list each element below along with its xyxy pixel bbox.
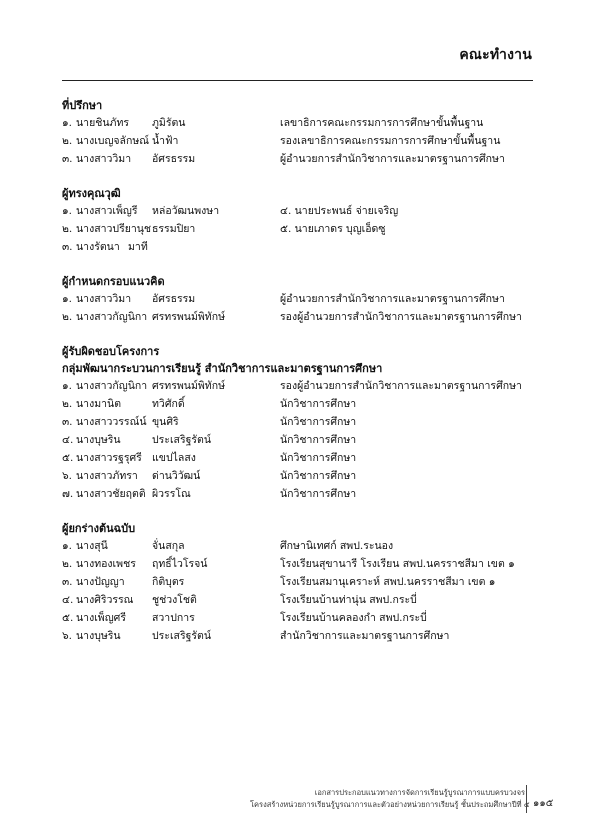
item-surname: หล่อวัฒนพงษา [152,205,220,217]
item-surname: ประเสริฐรัตน์ [152,434,212,446]
item-name: นางสาวรฐรุศรี [76,452,142,464]
item-role: นักวิชาการศึกษา [280,434,357,446]
item-name: นางบุษริน [76,630,121,642]
item-role: ๔. นายประพนธ์ จ่ายเจริญ [280,205,399,217]
list-item [62,202,536,220]
item-surname: ศรทรพนม์พิทักษ์ [152,380,226,392]
item-name: นางทองเพชร [76,558,136,570]
list-item [62,449,536,467]
item-number: ๔. [62,594,74,606]
item-surname: ขุนศิริ [152,416,179,428]
item-name: นางศิริวรรณ [76,594,134,606]
item-name: นางสาววิมา [76,293,132,305]
item-name: นางสาวเพ็ญรี [76,205,138,217]
section-title: ผู้ทรงคุณวุฒิ [62,187,121,200]
list-item [62,150,536,168]
page-footer [250,787,530,813]
item-role: นักวิชาการศึกษา [280,416,357,428]
item-role: รองผู้อำนวยการสำนักวิชาการและมาตรฐานการศึกษา [280,380,522,392]
item-surname: น้ำฟ้า [152,135,179,147]
item-role: นักวิชาการศึกษา [280,398,357,410]
page-number: ๑๑๕ [533,798,554,809]
item-role: นักวิชาการศึกษา [280,452,357,464]
section-title: ผู้กำหนดกรอบแนวคิด [62,275,165,288]
list-item [62,591,536,609]
item-role: โรงเรียนสมานุเคราะห์ สพป.นครราชสีมา เขต ๑ [280,576,496,588]
footer-document-title: เอกสารประกอบแนวทางการจัดการเรียนรู้บูรณาการแบบครบวงจร [314,788,525,797]
item-surname: กิติบุตร [152,576,185,588]
item-role: โรงเรียนบ้านท่านุ่น สพป.กระบี่ [280,594,417,606]
list-item [62,537,536,555]
item-number: ๒. [62,135,73,147]
item-name: นางสาวกัญนิกา [76,311,148,323]
list-item [62,555,536,573]
item-role: ผู้อำนวยการสำนักวิชาการและมาตรฐานการศึกษา [280,153,505,165]
item-number: ๓. [62,241,73,253]
list-item [62,627,536,645]
list-item [62,485,536,503]
header-divider [62,80,533,81]
list-item [62,290,536,308]
item-name: นางสาววิมา [76,153,132,165]
item-number: ๓. [62,576,73,588]
item-role: ผู้อำนวยการสำนักวิชาการและมาตรฐานการศึกษา [280,293,505,305]
item-number: ๑. [62,117,73,129]
item-name: นายชินภัทร [76,117,130,129]
section-title: ที่ปรึกษา [62,99,103,112]
list-item [62,467,536,485]
list-item [62,395,536,413]
item-role: โรงเรียนสุขานารี โรงเรียน สพป.นครราชสีมา เขต ๑ [280,558,515,570]
section-framework [62,273,536,326]
list-item [62,573,536,591]
item-number: ๒. [62,223,73,235]
item-surname: ผิวรรโณ [152,488,191,500]
item-surname: ฤทธิ์ไวโรจน์ [152,558,208,570]
item-number: ๑. [62,205,73,217]
item-role: รองเลขาธิการคณะกรรมการการศึกษาขั้นพื้นฐาน [280,135,501,147]
item-name: นางสาววรรณ์น์ [76,416,147,428]
list-item [62,308,536,326]
item-surname: ธรรมปิยา [152,223,196,235]
item-number: ๓. [62,416,73,428]
item-name: นางสุนี [76,540,108,552]
item-role: นักวิชาการศึกษา [280,488,357,500]
item-name: นางสาวชัยฤตติ [76,488,146,500]
item-surname: ทวิศักดิ์ [152,398,185,410]
item-number: ๔. [62,434,74,446]
item-role: เลขาธิการคณะกรรมการการศึกษาขั้นพื้นฐาน [280,117,484,129]
section-project-owners [62,343,536,503]
footer-divider [526,785,527,813]
list-item [62,609,536,627]
section-drafters [62,520,536,645]
item-surname: อัศรธรรม [152,293,196,305]
item-surname: ด่านวิวัฒน์ [152,470,201,482]
section-title: ผู้รับผิดชอบโครงการ [62,345,160,358]
item-surname: จั่นสกุล [152,540,185,552]
section-title: ผู้ยกร่างต้นฉบับ [62,522,136,535]
footer-document-subtitle: โครงสร้างหน่วยการเรียนรู้บูรณาการและตัวอย่างหน่วยการเรียนรู้ ชั้นประถมศึกษาปีที่ ๕ [250,800,530,809]
item-number: ๖. [62,470,73,482]
item-number: ๖. [62,630,73,642]
item-name: นางมานิต [76,398,122,410]
item-role: ๕. นายเภาดร บุญเอ็ดซู [280,223,386,235]
list-item [62,413,536,431]
item-number: ๕. [62,452,74,464]
item-role: สำนักวิชาการและมาตรฐานการศึกษา [280,630,450,642]
item-number: ๕. [62,612,74,624]
item-name: นางสาวกัญนิกา [76,380,148,392]
item-number: ๒. [62,311,73,323]
item-number: ๗. [62,488,74,500]
item-role: โรงเรียนบ้านคลองกำ สพป.กระบี่ [280,612,427,624]
section-experts [62,185,536,256]
item-name: นางเพ็ญศรี [76,612,126,624]
item-name: นางสาวปรียานุช [76,223,152,235]
list-item [62,220,536,238]
list-item [62,114,536,132]
section-advisors [62,97,536,168]
item-name: นางปัญญา [76,576,125,588]
item-role: รองผู้อำนวยการสำนักวิชาการและมาตรฐานการศึกษา [280,311,522,323]
list-item [62,238,536,256]
item-name: นางบุษริน [76,434,121,446]
item-number: ๓. [62,153,73,165]
list-item [62,431,536,449]
item-name: นางเบญจลักษณ์ [76,135,150,147]
list-item [62,132,536,150]
item-surname: ชูช่วงโชติ [152,594,197,606]
item-surname: ภูมิรัตน [152,117,186,129]
item-number: ๑. [62,540,73,552]
item-surname: ศรทรพนม์พิทักษ์ [152,311,226,323]
item-surname: ประเสริฐรัตน์ [152,630,212,642]
list-item [62,377,536,395]
item-number: ๑. [62,293,73,305]
item-number: ๒. [62,558,73,570]
item-role: นักวิชาการศึกษา [280,470,357,482]
section-subtitle: กลุ่มพัฒนากระบวนการเรียนรู้ สำนักวิชาการและมาตรฐานการศึกษา [62,362,383,375]
page-title: คณะทำงาน [459,47,532,63]
committee-list [62,97,536,662]
item-number: ๑. [62,380,73,392]
item-name: นางรัตนา [76,241,120,253]
item-surname: มาที [128,241,148,253]
item-surname: สวาปการ [152,612,195,624]
item-role: ศึกษานิเทศก์ สพป.ระนอง [280,540,394,552]
item-surname: อัศรธรรม [152,153,196,165]
item-name: นางสาวภัทรา [76,470,138,482]
item-surname: แขปไลสง [152,452,196,464]
item-number: ๒. [62,398,73,410]
